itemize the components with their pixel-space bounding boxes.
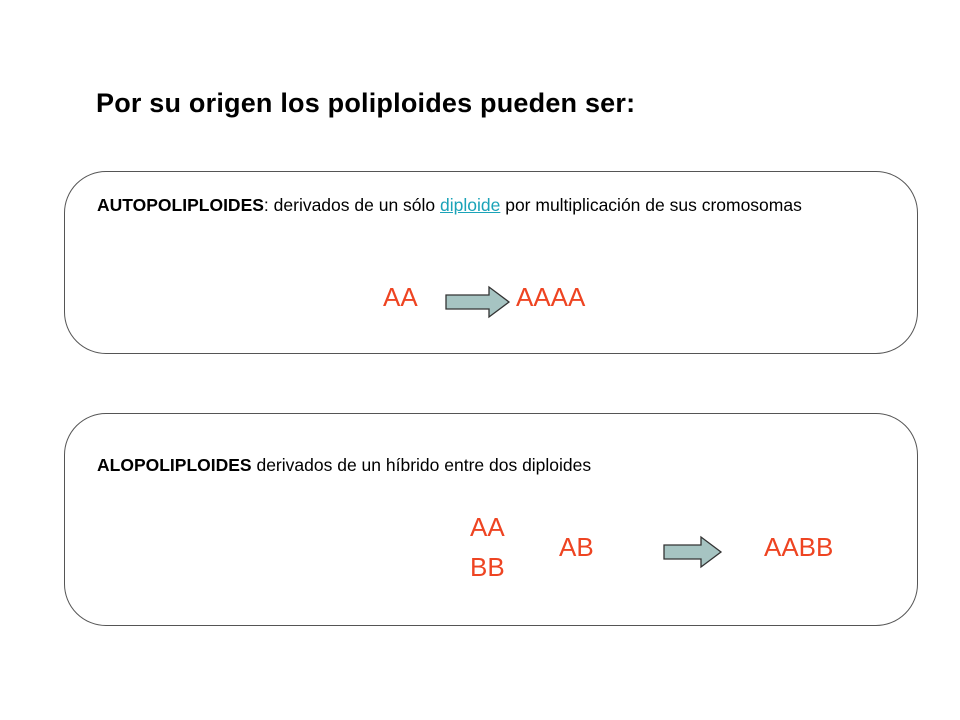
alopoliploides-text: derivados de un híbrido entre dos diploides xyxy=(251,455,592,475)
autopoliploides-description xyxy=(97,193,885,217)
auto-from-genotype: AA xyxy=(383,282,418,312)
alo-result-genotype: AABB xyxy=(764,532,834,562)
right-arrow-icon xyxy=(445,285,511,319)
alopoliploides-description xyxy=(97,453,885,477)
alo-parent2-genotype: BB xyxy=(470,552,505,582)
auto-to-genotype: AAAA xyxy=(516,282,586,312)
alopoliploides-box xyxy=(64,413,918,626)
page-title: Por su origen los poliploides pueden ser: xyxy=(96,88,636,118)
alopoliploides-term: ALOPOLIPLOIDES xyxy=(97,455,252,475)
autopoliploides-term: AUTOPOLIPLOIDES xyxy=(97,195,264,215)
autopoliploides-text-after: por multiplicación de sus cromosomas xyxy=(500,195,802,215)
autopoliploides-box xyxy=(64,171,918,354)
alo-hybrid-genotype: AB xyxy=(559,532,594,562)
autopoliploides-text-before: : derivados de un sólo xyxy=(263,195,441,215)
diploide-link[interactable]: diploide xyxy=(440,195,501,215)
alo-parent1-genotype: AA xyxy=(470,512,505,542)
right-arrow-icon xyxy=(663,535,723,569)
